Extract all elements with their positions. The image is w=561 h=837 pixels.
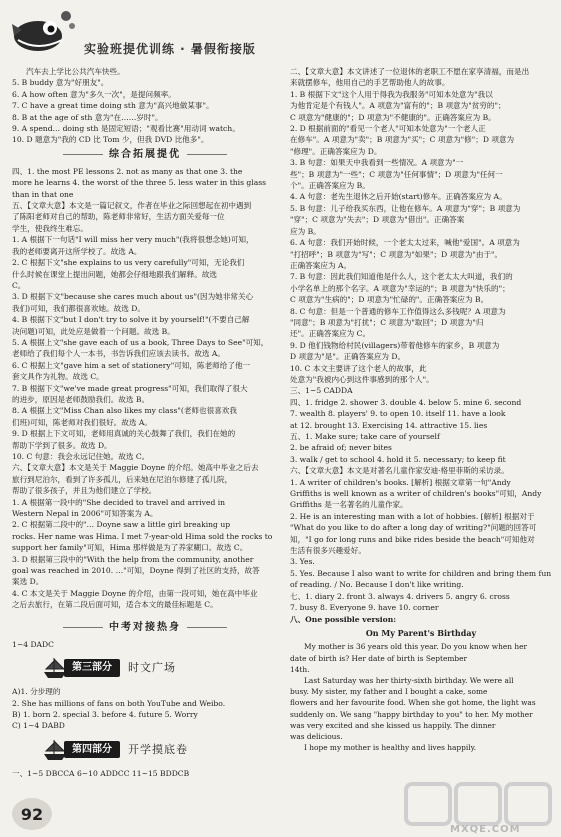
text-line: 3. Yes.: [290, 557, 315, 567]
section-title-text: 综合拓展提优: [109, 149, 181, 161]
text-line: 2. C 根据下文"she explains to us very carefully"可知，无论我们: [12, 258, 245, 268]
text-line: 汽车去上学比公共汽车快些。: [26, 67, 125, 76]
page-header: [0, 0, 561, 58]
page-number-badge: [10, 792, 54, 832]
text-line: 7. busy 8. Everyone 9. have 10. corner: [290, 603, 439, 613]
text-line: 3. D 根据第三段中的"With the help from the community, another: [12, 554, 254, 564]
text-line: 二、【文章大意】本文讲述了一位退休的老职工不愿在家享清福，而是出: [290, 67, 530, 76]
part-3-banner: [42, 656, 278, 680]
text-line: 学生，使我终生难忘。: [12, 223, 88, 233]
text-line: 1. A writer of children's books. [解析] 根据文章第一句"Andy: [290, 477, 511, 487]
text-line: 6. C 根据上文"gave him a set of stationery"可知，陈老师给了他一: [12, 360, 251, 370]
header-title: 实验班提优训练 · 暑假衔接版: [84, 42, 256, 56]
text-line: rocks. Her name was Hima. I met 7-year-old Hima sold the rocks to: [12, 531, 273, 541]
text-line: was very excited and she kissed us happily. The dinner: [290, 720, 496, 730]
watermark-text: MXQE.COM: [450, 824, 521, 835]
text-line: 了陈阳老师对自己的帮助，陈老师非常好，生活方面关爱每一位: [12, 212, 225, 222]
text-line: 7. wealth 8. players' 9. to open 10. itself 11. have a look: [290, 409, 506, 419]
text-line: 案选 D。: [12, 577, 44, 587]
text-line: more he learns 4. the worst of the three 5. less water in this glass: [12, 178, 267, 188]
text-line: 个"。正确答案应为 B。: [290, 181, 370, 191]
text-line: 小学名单上的那个名字。A 项意为"幸运的"；B 项意为"快乐的"；: [290, 283, 510, 293]
section-title-exam: [12, 621, 278, 635]
letter-title: On My Parent's Birthday: [365, 627, 477, 638]
text-line: Griffiths is well known as a writer of children's books"可知，Andy: [290, 489, 542, 499]
text-line: 帮助下学到了很多。故选 D。: [12, 440, 112, 450]
part-title: 时文广场: [128, 661, 176, 675]
text-line: 14th.: [290, 664, 310, 674]
text-line: 旅行到尼泊尔，看到了许多孤儿，后来她在尼泊尔修建了孤儿院，: [12, 474, 233, 484]
right-block-1: [290, 66, 552, 385]
text-line: flowers and her favourite food. When she got home, the light was: [290, 698, 536, 708]
page-number: 92: [20, 805, 44, 824]
text-line: 6. A 句意：我们开始时候，一个老太太过来，喊他"爱国"。A 项意为: [290, 238, 520, 248]
mascot-logo-icon: [8, 6, 78, 54]
text-line: 4. A 句意：老先生退休之后开始(start)修车。正确答案应为 A。: [290, 192, 507, 202]
text-line: C。: [12, 280, 26, 290]
right-block-2: [290, 385, 552, 625]
text-line: than in that one: [12, 189, 74, 199]
text-line: 8. B at the age of sth 意为"在……岁时"。: [12, 112, 163, 122]
text-line: 六、【文章大意】本文是关于 Maggie Doyne 的介绍。她高中毕业之后去: [12, 463, 259, 473]
text-line: support her family"可知，Hima 那样做是为了养家糊口。故选 C。: [12, 543, 248, 553]
text-line: D 项意为"是"。正确答案应为 D。: [290, 352, 406, 362]
text-line: 一、1~5 DBCCA 6~10 ADDCC 11~15 BDDCB: [12, 768, 190, 778]
text-line: "打招呼"；B 项意为"写"；C 项意为"如果"；D 项意为"由于"。: [290, 249, 503, 259]
text-line: date of birth is? Her date of birth is September: [290, 653, 467, 663]
text-line: Griffiths 是一名著名的儿童作家。: [290, 500, 408, 510]
text-line: 五、【文章大意】本文是一篇记叙文，作者在毕业之际回想起在初中遇到: [12, 201, 252, 211]
text-line: 5. B 句意：儿子给我买东西，让他在修车。A 项意为"穿"；B 项意为: [290, 203, 521, 213]
text-line: 4. C 本文是关于 Maggie Doyne 的介绍，由第一段可知，她在高中毕业: [12, 588, 258, 598]
text-line: 5. Yes. Because I also want to write for children and bring them fun: [290, 568, 552, 578]
text-line: 8. A 根据上文"Miss Chan also likes my class"(老师也很喜欢我: [12, 406, 237, 416]
text-line: My mother is 36 years old this year. Do you know when her: [304, 642, 527, 652]
text-line: 五、1. Make sure; take care of yourself: [290, 432, 440, 441]
text-line: 5. A 根据上文"she gave each of us a book, Three Days to See"可知，: [12, 337, 269, 347]
text-line: 四、1. the most PE lessons 2. not as many as that one 3. the: [12, 166, 243, 176]
section-title-text: 中考对接热身: [109, 621, 181, 633]
text-line: 生活有很多兴趣爱好。: [290, 546, 366, 556]
text-line: 在修车"。A 项意为"卖"；B 项意为"买"；C 项意为"修"；D 项意为: [290, 135, 515, 145]
left-block-1: [12, 66, 278, 146]
text-line: 我们)可知，我们都很喜欢她。故选 D。: [12, 303, 145, 313]
left-block-2: [12, 166, 278, 611]
text-line: 应为 B。: [290, 226, 321, 236]
text-line: 正确答案应为 A。: [290, 260, 352, 270]
left-column: [12, 66, 278, 779]
text-line: 3. walk / get to school 4. hold it 5. necessary; to keep fit: [290, 454, 506, 464]
text-line: 处意为"我被内心到这件事感到的那个人"。: [290, 374, 434, 384]
text-line: 6. A how often 意为"多久一次"，是提问频率。: [12, 89, 176, 99]
text-line: goal was reached in 2010. …"可知，Doyne 得到了社区的支持，故答: [12, 566, 260, 576]
text-line: suddenly on. We sang "happy birthday to you" to her. My mother: [290, 709, 533, 719]
text-line: 9. D 根据上下文可知，老师用真诚的关心鼓舞了我们，我们在她的: [12, 429, 236, 439]
text-line: 1. A 根据第一段中的"She decided to travel and arrived in: [12, 497, 226, 507]
text-line: 决问题)可知，此处应是做着一个问题。故选 B。: [12, 326, 175, 336]
text-line: 4. B 根据下文"but I don't try to solve it by yourself!"(不要自己解: [12, 315, 250, 325]
text-line: C) 1~4 DABD: [12, 721, 65, 731]
text-line: 9. A spend… doing sth 是固定短语；"观看比赛"用动词 watch。: [12, 124, 240, 134]
text-line: 帮助了很多孩子，并且为他们建立了学校。: [12, 486, 157, 496]
right-column: [290, 66, 552, 753]
text-line: "同意"；B 项意为"打扰"；C 项意为"取回"；D 项意为"归: [290, 317, 484, 327]
section-title-comprehensive: [12, 148, 278, 162]
text-line: 10. C 本文主要讲了这个老人的故事，此: [290, 363, 427, 373]
text-line: 老师给了我们每个人一本书，书告诉我们应该去读书。故选 A。: [12, 349, 225, 359]
answer-line: 1~4 DADC: [12, 639, 54, 649]
text-line: 套文具作为礼物。故选 C。: [12, 372, 104, 382]
text-line: 2. be afraid of; never bites: [290, 443, 392, 453]
text-line: 2. He is an interesting man with a lot of hobbies. [解析] 根据对于: [290, 511, 535, 521]
text-line: 的进步，原因是老师鼓励我们。故选 B。: [12, 394, 150, 404]
letter-body: [290, 641, 552, 753]
text-line: 7. B 句意：因此我们知道他是什么人，这个老太太大叫道，我们的: [290, 272, 513, 282]
text-line: 8. C 句意：但是一个普通的修车工作值得这么多钱呢？A 项意为: [290, 306, 506, 316]
text-line: C 项意为"生病的"；D 项意为"忙碌的"。正确答案应为 B。: [290, 295, 489, 305]
text-line: 来就摆修车，他用自己的手艺帮助他人的故事。: [290, 78, 450, 88]
part-label: 第三部分: [64, 659, 120, 676]
text-line: Last Saturday was her thirty-sixth birthday. We were all: [304, 675, 514, 685]
text-line: "What do you like to do after a long day of writing?"问题的回答可: [290, 523, 537, 533]
text-line: busy. My sister, my father and I bought a cake, some: [290, 687, 488, 697]
text-line: 什么时候在课堂上提出问题，她都会仔细地跟我们解释。故选: [12, 269, 218, 279]
text-line: 3. D 根据下文"because she cares much about us"(因为她非常关心: [12, 292, 254, 302]
text-line: "修理"。正确答案应为 D。: [290, 146, 382, 156]
text-line: 1. B 根据下文"这个人用于得我为我服务"可知本处意为"我以: [290, 89, 493, 99]
text-line: 3. B 句意：如果天中我看到一些情况。A 项意为"一: [290, 158, 464, 168]
part-title: 开学摸底卷: [128, 743, 188, 757]
text-line: 六、【文章大意】本文是对著名儿童作家安迪·格里菲斯的采访录。: [290, 466, 509, 476]
text-line: 之后去旅行，在第二段后面可知，适合本文的最佳标题是 C。: [12, 600, 218, 610]
text-line: 7. B 根据下文"we've made great progress"可知，我们取得了很大: [12, 383, 248, 393]
text-line: 八、One possible version:: [290, 614, 397, 624]
text-line: of reading. / No. Because I don't like writing.: [290, 580, 464, 590]
text-line: 1. A 根据下一句话"I will miss her very much"(我将很想念她)可知，: [12, 235, 254, 245]
text-line: 7. C have a great time doing sth 意为"高兴地做某事"。: [12, 101, 214, 111]
text-line: 10. C 句意：我会永远记住她。故选 C。: [12, 452, 150, 461]
text-line: 七、1. diary 2. front 3. always 4. drivers 5. angry 6. cross: [290, 591, 510, 601]
left-block-3: [12, 686, 278, 732]
part-4-banner: [42, 738, 278, 762]
text-line: 知，"I go for long runs and bike rides beside the beach"可知他对: [290, 534, 535, 544]
text-line: 三、1~5 CADDA: [290, 386, 353, 396]
text-line: 2. She has millions of fans on both YouTube and Weibo.: [12, 698, 226, 708]
text-line: 我的老师要离开这所学校了。故选 A。: [12, 246, 142, 256]
text-line: 9. D 他们钱物给村民(villagers)带着他修车的家乡，B 项意为: [290, 340, 500, 350]
text-line: was delicious.: [290, 731, 343, 741]
text-line: 为他肯定是个有钱人"。A 项意为"富有的"；B 项意为"贫穷的"；: [290, 101, 506, 111]
text-line: 四、1. fridge 2. shower 3. double 4. below 5. mine 6. second: [290, 397, 522, 407]
text-line: 2. D 根据前面的"看见一个老人"可知本处意为"一个老人正: [290, 124, 486, 134]
text-line: I hope my mother is healthy and lives happily.: [304, 743, 477, 753]
text-line: Western Nepal in 2006"可知答案为 A。: [12, 509, 158, 519]
text-line: "穿"；C 项意为"失去"；D 项意为"借出"。正确答案: [290, 215, 465, 225]
text-line: at 12. brought 13. Exercising 14. attractive 15. lies: [290, 420, 488, 430]
text-line: 5. B buddy 意为"好朋友"。: [12, 78, 109, 88]
text-line: B) 1. born 2. special 3. before 4. future 5. Worry: [12, 709, 198, 719]
text-line: A)1. 分步理的: [12, 687, 61, 697]
text-line: 2. C 根据第二段中的"… Doyne saw a little girl breaking up: [12, 520, 231, 530]
text-line: 10. D 题意为"我的 CD 比 Tom 少，但我 DVD 比他多"。: [12, 135, 209, 145]
text-line: 些"；B 项意为"一些"；C 项意为"任何事情"；D 项意为"任何一: [290, 169, 503, 179]
part-label: 第四部分: [64, 741, 120, 758]
text-line: C 项意为"健康的"；D 项意为"不健康的"。正确答案应为 B。: [290, 112, 496, 122]
text-line: 还"。正确答案应为 C。: [290, 329, 371, 339]
text-line: 们班)可知，陈老师对我们很好。故选 A。: [12, 417, 152, 427]
